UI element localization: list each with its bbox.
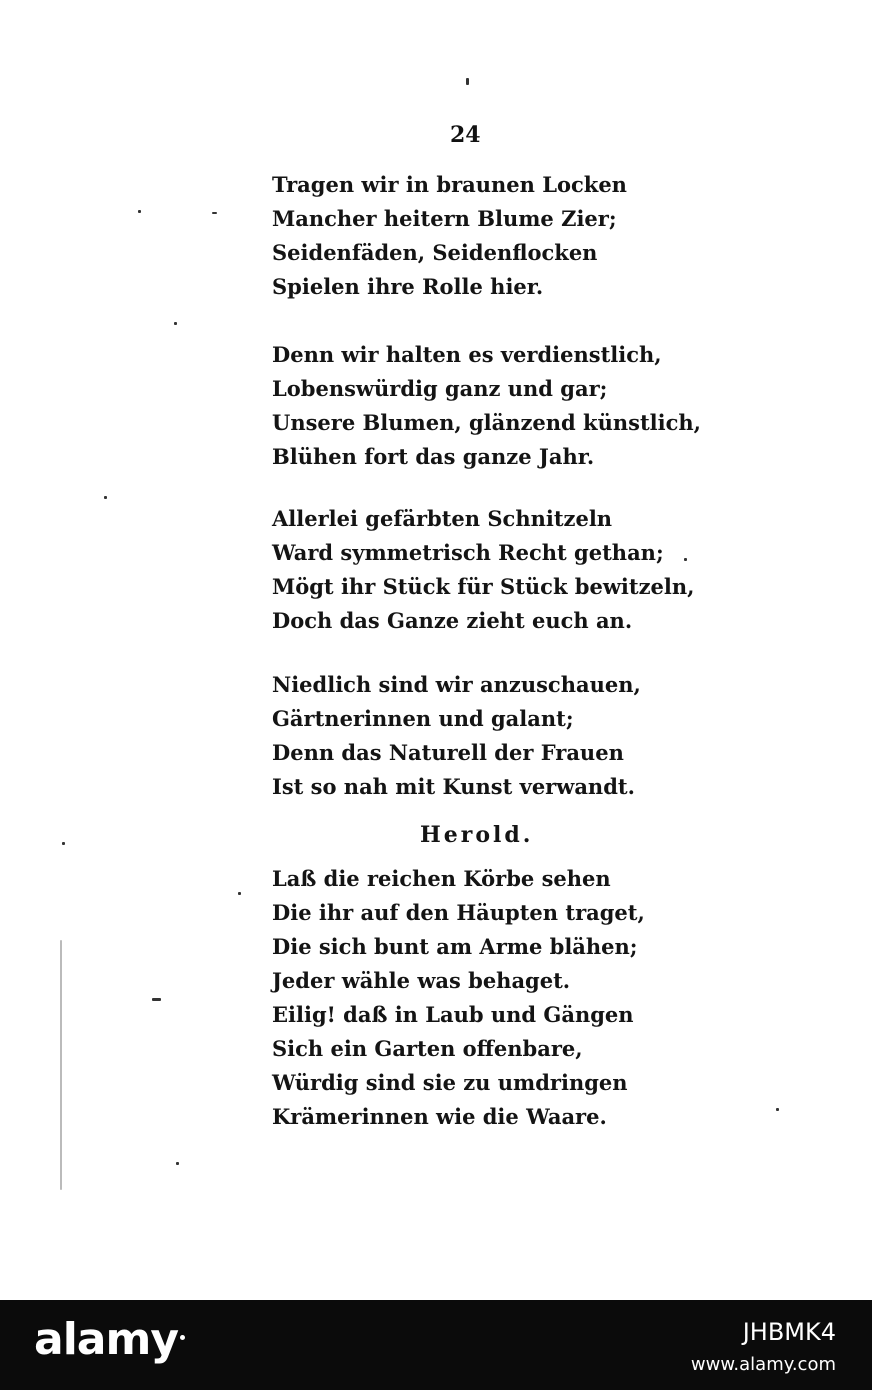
verse-line: Allerlei gefärbten Schnitzeln [272, 506, 613, 531]
verse-line: Würdig sind sie zu umdringen [272, 1070, 628, 1095]
stanza-1 [272, 168, 627, 304]
scan-speck [212, 212, 217, 214]
brand-logo [34, 1314, 185, 1365]
verse-line: Denn das Naturell der Frauen [272, 740, 624, 765]
verse-line: Niedlich sind wir anzuschauen, [272, 672, 641, 697]
scan-speck [238, 892, 241, 895]
scan-margin-line [60, 940, 62, 1190]
verse-line: Seidenfäden, Seidenflocken [272, 240, 598, 265]
scan-speck [684, 558, 687, 561]
scan-speck [104, 496, 107, 499]
verse-line: Die ihr auf den Häupten traget, [272, 900, 645, 925]
verse-line: Sich ein Garten offenbare, [272, 1036, 583, 1061]
scan-speck [174, 322, 177, 325]
scan-speck [62, 842, 65, 845]
scan-speck [776, 1108, 779, 1111]
verse-line: Blühen fort das ganze Jahr. [272, 444, 595, 469]
page-number: 24 [450, 122, 481, 148]
scan-speck [466, 78, 469, 85]
brand-dot-icon [180, 1335, 185, 1340]
brand-logo-text: alamy [34, 1314, 178, 1365]
verse-line: Gärtnerinnen und galant; [272, 706, 574, 731]
verse-line: Denn wir halten es verdienstlich, [272, 342, 662, 367]
speaker-heading: Herold. [420, 822, 534, 848]
herold-speech [272, 862, 645, 1134]
scan-speck [138, 210, 141, 213]
verse-line: Doch das Ganze zieht euch an. [272, 608, 633, 633]
stanza-2 [272, 338, 701, 474]
stanza-4 [272, 668, 641, 804]
verse-line: Lobenswürdig ganz und gar; [272, 376, 608, 401]
image-id: JHBMK4 [742, 1318, 836, 1346]
verse-line: Tragen wir in braunen Locken [272, 172, 627, 197]
verse-line: Die sich bunt am Arme blähen; [272, 934, 638, 959]
verse-line: Mancher heitern Blume Zier; [272, 206, 617, 231]
verse-line: Eilig! daß in Laub und Gängen [272, 1002, 634, 1027]
verse-line: Mögt ihr Stück für Stück bewitzeln, [272, 574, 695, 599]
verse-line: Laß die reichen Körbe sehen [272, 866, 611, 891]
verse-line: Ward symmetrisch Recht gethan; [272, 540, 664, 565]
verse-line: Unsere Blumen, glänzend künstlich, [272, 410, 701, 435]
verse-line: Ist so nah mit Kunst verwandt. [272, 774, 635, 799]
verse-line: Krämerinnen wie die Waare. [272, 1104, 607, 1129]
scan-speck [152, 998, 161, 1001]
verse-line: Jeder wähle was behaget. [272, 968, 571, 993]
site-url: www.alamy.com [690, 1354, 836, 1375]
scan-speck [176, 1162, 179, 1165]
watermark-footer [0, 1300, 872, 1390]
stanza-3 [272, 502, 694, 638]
verse-line: Spielen ihre Rolle hier. [272, 274, 544, 299]
